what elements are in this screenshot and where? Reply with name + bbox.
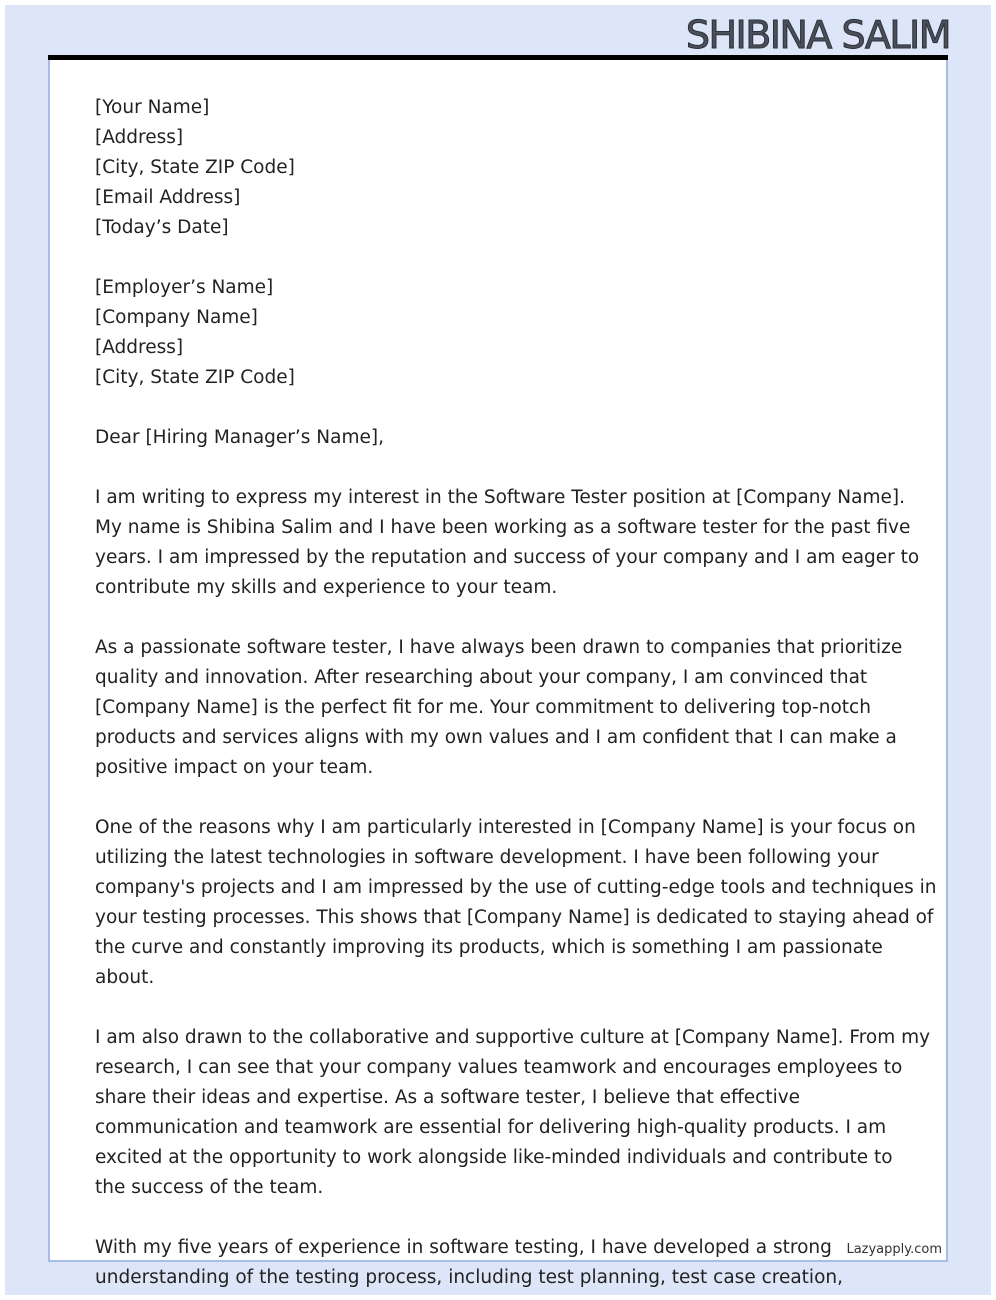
salutation: Dear [Hiring Manager’s Name], bbox=[95, 427, 384, 448]
paragraph-line: [Company Name] is the perfect fit for me. Your commitment to delivering top-notch bbox=[95, 697, 871, 718]
sender-city-state-zip: [City, State ZIP Code] bbox=[95, 157, 295, 178]
paragraph-line: understanding of the testing process, including test planning, test case creation, bbox=[95, 1267, 843, 1288]
recipient-address: [Address] bbox=[95, 337, 184, 358]
paragraph-line: I am also drawn to the collaborative and supportive culture at [Company Name]. From my bbox=[95, 1027, 931, 1048]
paragraph-line: quality and innovation. After researching about your company, I am convinced that bbox=[95, 667, 868, 688]
paragraph-line: the curve and constantly improving its products, which is something I am passionate bbox=[95, 937, 883, 958]
cover-letter-body bbox=[95, 93, 937, 1293]
paragraph-line: positive impact on your team. bbox=[95, 757, 374, 778]
sender-name: [Your Name] bbox=[95, 97, 210, 118]
paragraph-line: As a passionate software tester, I have always been drawn to companies that prioritize bbox=[95, 637, 903, 658]
paragraph-line: With my five years of experience in software testing, I have developed a strong bbox=[95, 1237, 832, 1258]
paragraph-line: research, I can see that your company values teamwork and encourages employees to bbox=[95, 1057, 903, 1078]
paragraph-line: the success of the team. bbox=[95, 1177, 324, 1198]
watermark: Lazyapply.com bbox=[846, 1242, 942, 1257]
paragraph-line: your testing processes. This shows that [Company Name] is dedicated to staying ahead of bbox=[95, 907, 934, 928]
paragraph-line: utilizing the latest technologies in software development. I have been following your bbox=[95, 847, 879, 868]
recipient-company-name: [Company Name] bbox=[95, 307, 258, 328]
recipient-city-state-zip: [City, State ZIP Code] bbox=[95, 367, 295, 388]
recipient-employer-name: [Employer’s Name] bbox=[95, 277, 274, 298]
paragraph-line: excited at the opportunity to work alongside like-minded individuals and contribute to bbox=[95, 1147, 893, 1168]
paragraph-line: years. I am impressed by the reputation and success of your company and I am eager to bbox=[95, 547, 920, 568]
paragraph-line: My name is Shibina Salim and I have been working as a software tester for the past five bbox=[95, 517, 911, 538]
paragraph-line: share their ideas and expertise. As a software tester, I believe that effective bbox=[95, 1087, 801, 1108]
paragraph-line: products and services aligns with my own values and I am confident that I can make a bbox=[95, 727, 897, 748]
letter-date: [Today’s Date] bbox=[95, 217, 229, 238]
header-name: SHIBINA SALIM bbox=[685, 13, 950, 57]
paragraph-line: I am writing to express my interest in the Software Tester position at [Company Name]. bbox=[95, 487, 905, 508]
sender-address: [Address] bbox=[95, 127, 184, 148]
paragraph-line: company's projects and I am impressed by the use of cutting-edge tools and techniques in bbox=[95, 877, 937, 898]
paragraph-line: communication and teamwork are essential for delivering high-quality products. I am bbox=[95, 1117, 887, 1138]
paragraph-line: about. bbox=[95, 967, 155, 988]
paragraph-line: One of the reasons why I am particularly interested in [Company Name] is your focus on bbox=[95, 817, 916, 838]
paragraph-line: contribute my skills and experience to your team. bbox=[95, 577, 558, 598]
sender-email: [Email Address] bbox=[95, 187, 241, 208]
